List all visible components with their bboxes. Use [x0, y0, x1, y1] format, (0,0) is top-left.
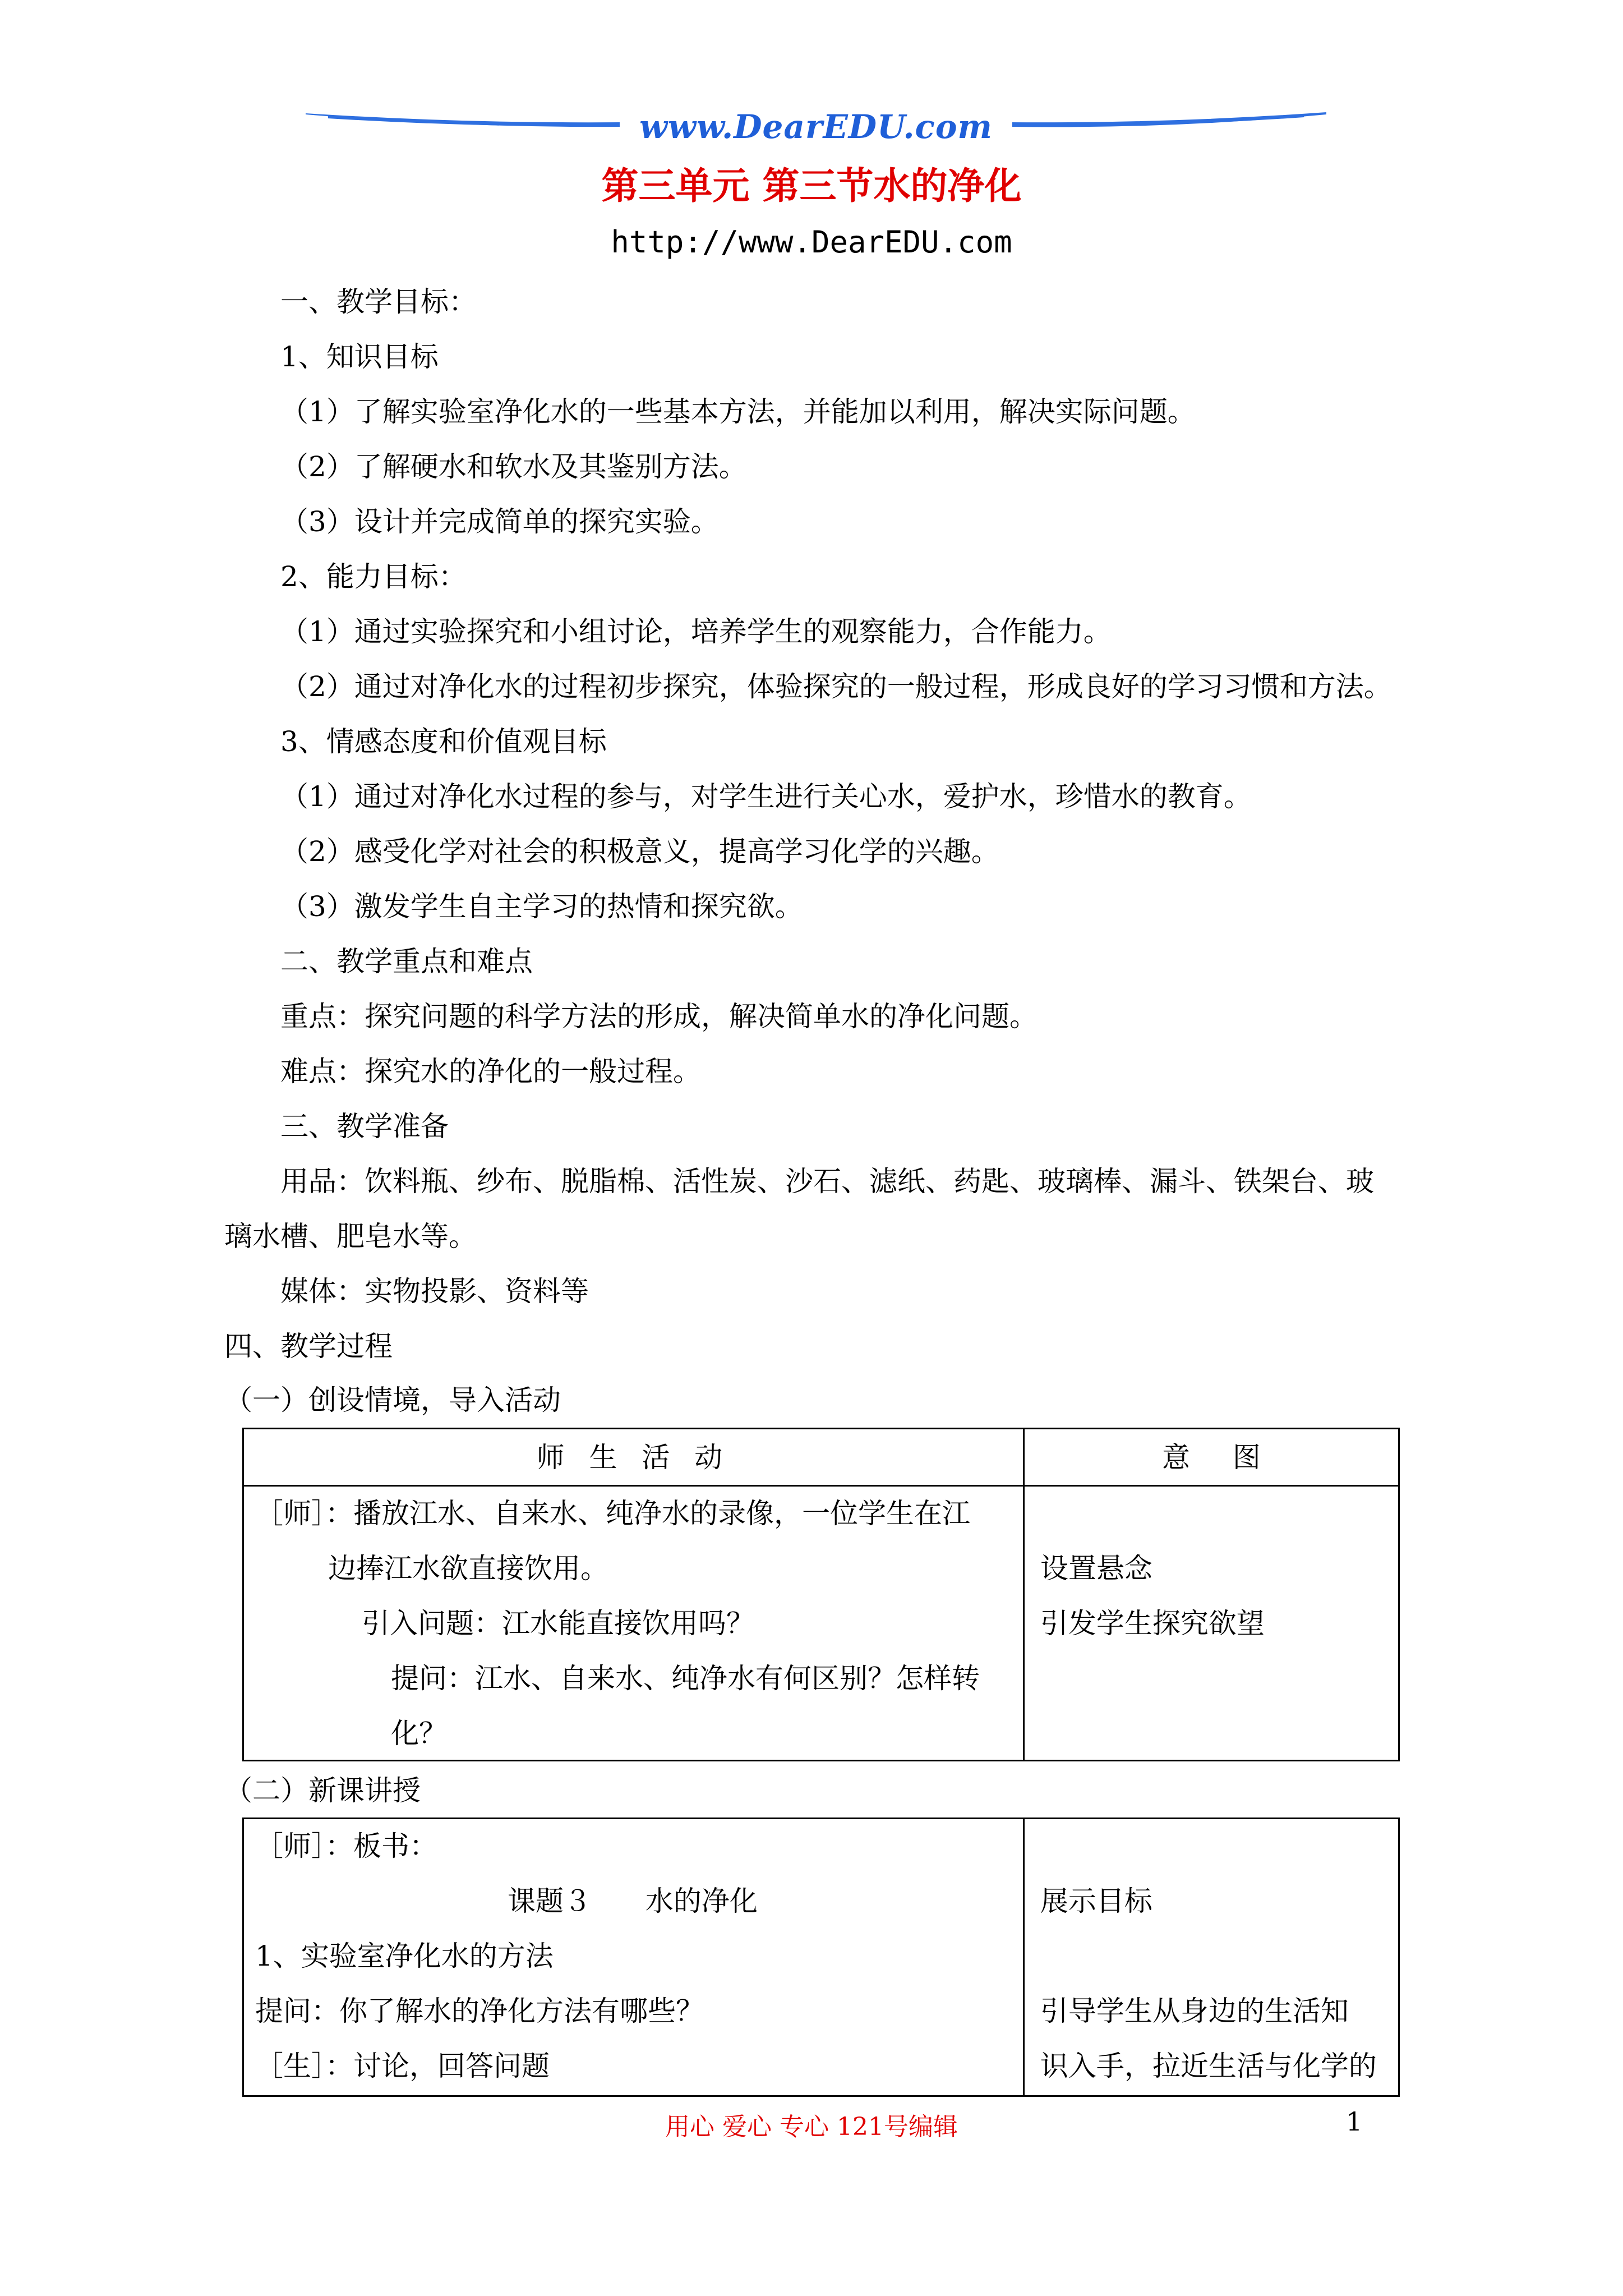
body-line: 用品：饮料瓶、纱布、脱脂棉、活性炭、沙石、滤纸、药匙、玻璃棒、漏斗、铁架台、玻: [280, 1165, 1374, 1198]
table-cell-intent: [1023, 1819, 1399, 2096]
cell-text: 引入问题：江水能直接饮用吗？: [362, 1607, 754, 1640]
table-header-cell: [243, 1429, 1024, 1486]
heading-teaching-goals: 一、教学目标：: [280, 286, 477, 318]
banner-text: www.DearEDU.com: [639, 108, 993, 146]
cell-text: 设置悬念: [1040, 1552, 1152, 1585]
page-url: http://www.DearEDU.com: [611, 224, 1012, 260]
body-line: （3）激发学生自主学习的热情和探究欲。: [280, 890, 803, 923]
cell-text: 提问：你了解水的净化方法有哪些？: [255, 1995, 704, 2027]
body-line: （2）了解硬水和软水及其鉴别方法。: [280, 450, 747, 483]
section-heading-1: （一）创设情境，导入活动: [224, 1384, 561, 1416]
activity-table-2: [242, 1818, 1400, 2097]
subheading-ability: 2、能力目标：: [280, 560, 467, 593]
body-line: （2）感受化学对社会的积极意义，提高学习化学的兴趣。: [280, 835, 999, 868]
body-line: （2）通过对净化水的过程初步探究，体验探究的一般过程，形成良好的学习习惯和方法。: [280, 670, 1392, 703]
cell-text: ［师］：板书：: [255, 1830, 437, 1862]
body-line: （3）设计并完成简单的探究实验。: [280, 505, 719, 538]
cell-text: 边捧江水欲直接饮用。: [328, 1552, 608, 1585]
cell-text: 识入手，拉近生活与化学的: [1040, 2050, 1377, 2082]
header-intent: 意 图: [1162, 1441, 1261, 1474]
cell-text: 化？: [391, 1717, 447, 1750]
body-line: 璃水槽、肥皂水等。: [224, 1220, 477, 1253]
subheading-emotion: 3、情感态度和价值观目标: [280, 725, 607, 758]
cell-text: 课题３ 水的净化: [508, 1885, 758, 1917]
cell-text: 引发学生探究欲望: [1040, 1607, 1265, 1640]
table-cell-activity: [243, 1486, 1024, 1761]
body-line: （1）通过对净化水过程的参与，对学生进行关心水，爱护水，珍惜水的教育。: [280, 780, 1252, 813]
cell-text: 引导学生从身边的生活知: [1040, 1995, 1349, 2027]
body-line: （1）通过实验探究和小组讨论，培养学生的观察能力，合作能力。: [280, 615, 1112, 648]
body-line: 媒体：实物投影、资料等: [280, 1275, 589, 1308]
cell-text: ［师］：播放江水、自来水、纯净水的录像，一位学生在江: [255, 1497, 970, 1530]
section-heading-2: （二）新课讲授: [224, 1774, 421, 1807]
subheading-knowledge: 1、知识目标: [280, 341, 439, 373]
footer-text: 用心 爱心 专心 121号编辑: [665, 2113, 958, 2141]
page-number: 1: [1346, 2106, 1363, 2137]
body-line: 难点：探究水的净化的一般过程。: [280, 1055, 701, 1088]
heading-process: 四、教学过程: [224, 1330, 393, 1363]
header-activity: 师 生 活 动: [536, 1441, 731, 1474]
page-title: 第三单元 第三节水的净化: [601, 164, 1022, 208]
body-line: 重点：探究问题的科学方法的形成，解决简单水的净化问题。: [280, 1000, 1038, 1033]
cell-text: ［生］：讨论，回答问题: [255, 2050, 550, 2082]
table-cell-activity: [243, 1819, 1024, 2096]
table-header-cell: [1023, 1429, 1399, 1486]
table-cell-intent: [1023, 1486, 1399, 1761]
header-banner: [306, 107, 1326, 151]
heading-key-points: 二、教学重点和难点: [280, 945, 533, 978]
cell-text: 展示目标: [1040, 1885, 1152, 1917]
activity-table-1: [242, 1428, 1400, 1761]
cell-text: 1、实验室净化水的方法: [255, 1940, 554, 1972]
heading-preparation: 三、教学准备: [280, 1110, 449, 1143]
body-line: （1）了解实验室净化水的一些基本方法，并能加以利用，解决实际问题。: [280, 395, 1196, 428]
cell-text: 提问：江水、自来水、纯净水有何区别？怎样转: [391, 1662, 980, 1695]
